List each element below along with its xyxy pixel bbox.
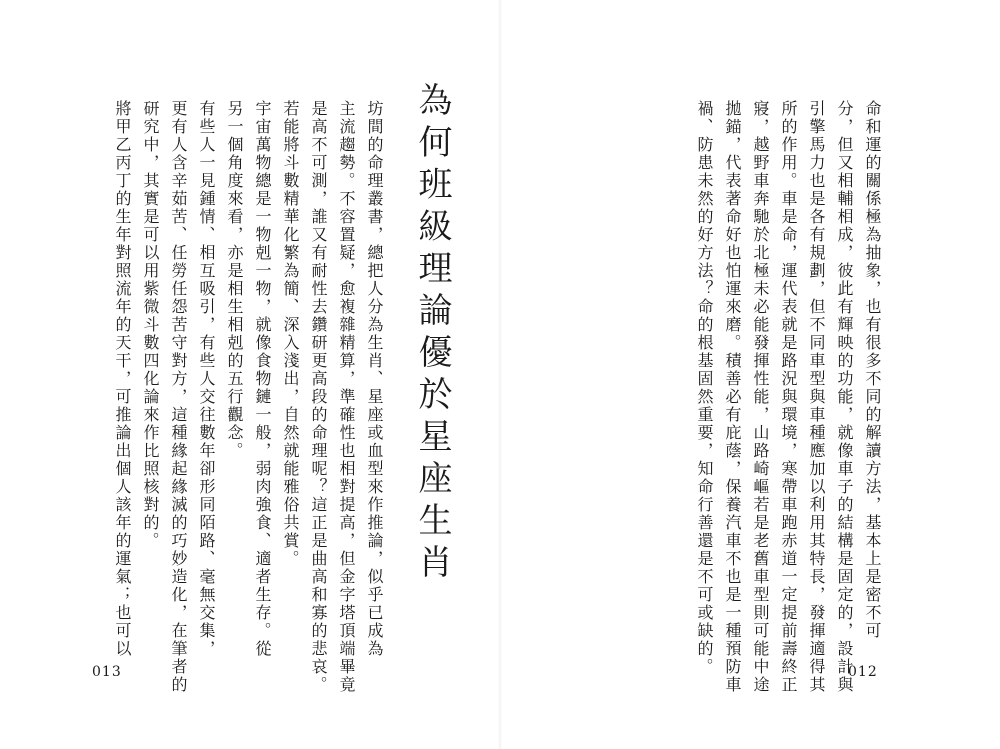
- left-page-line: 坊間的命理叢書，總把人分為生肖、星座或血型來作推論，似乎已成為: [365, 100, 384, 658]
- right-page-line: 拋錨，代表著命好也怕運來磨。積善必有庇蔭，保養汽車不也是一種預防車: [723, 100, 742, 694]
- right-page-line: 寢，越野車奔馳於北極未必能發揮性能，山路崎嶇若是老舊車型則可能中途: [751, 100, 770, 694]
- left-page-line: 有些人一見鍾情、相互吸引，有些人交往數年卻形同陌路、毫無交集，: [197, 100, 216, 658]
- left-page-line: 更有人含辛茹苦、任勞任怨苦守對方，這種緣起緣滅的巧妙造化，在筆者的: [169, 100, 188, 694]
- right-page-line: 禍、防患未然的好方法？命的根基固然重要，知命行善還是不可或缺的。: [695, 100, 714, 676]
- left-page-line: 研究中，其實是可以用紫微斗數四化論來作比照核對的。: [141, 100, 160, 550]
- chapter-title: 為何班級理論優於星座生肖: [412, 82, 452, 586]
- page-number-left: 013: [92, 664, 122, 680]
- left-page-line: 另一個角度來看，亦是相生相剋的五行觀念。: [225, 100, 244, 460]
- right-page-line: 引擎馬力也是各有規劃，但不同車型與車種應加以利用其特長，發揮適得其: [807, 100, 826, 694]
- right-page-line: 命和運的關係極為抽象，也有很多不同的解讀方法，基本上是密不可: [863, 100, 882, 640]
- right-page-line: 分，但又相輔相成，彼此有輝映的功能，就像車子的結構是固定的，設計與: [835, 100, 854, 694]
- left-page-body: [108, 100, 388, 694]
- right-page-line: 所的作用。車是命，運代表就是路況與環境，寒帶車跑赤道一定提前壽終正: [779, 100, 798, 694]
- left-page-line: 主流趨勢。不容置疑，愈複雜精算，準確性也相對提高，但金字塔頂端畢竟: [337, 100, 356, 694]
- book-gutter: [498, 0, 502, 749]
- left-page-line: 將甲乙丙丁的生年對照流年的天干，可推論出個人該年的運氣；也可以: [113, 100, 132, 658]
- page-number-right: 012: [848, 664, 878, 680]
- left-page-line: 宇宙萬物總是一物剋一物，就像食物鏈一般，弱肉強食、適者生存。從: [253, 100, 272, 658]
- left-page-line: 若能將斗數精華化繁為簡、深入淺出，自然就能雅俗共賞。: [281, 100, 300, 568]
- left-page-line: 是高不可測，誰又有耐性去鑽研更高段的命理呢？這正是曲高和寡的悲哀。: [309, 100, 328, 694]
